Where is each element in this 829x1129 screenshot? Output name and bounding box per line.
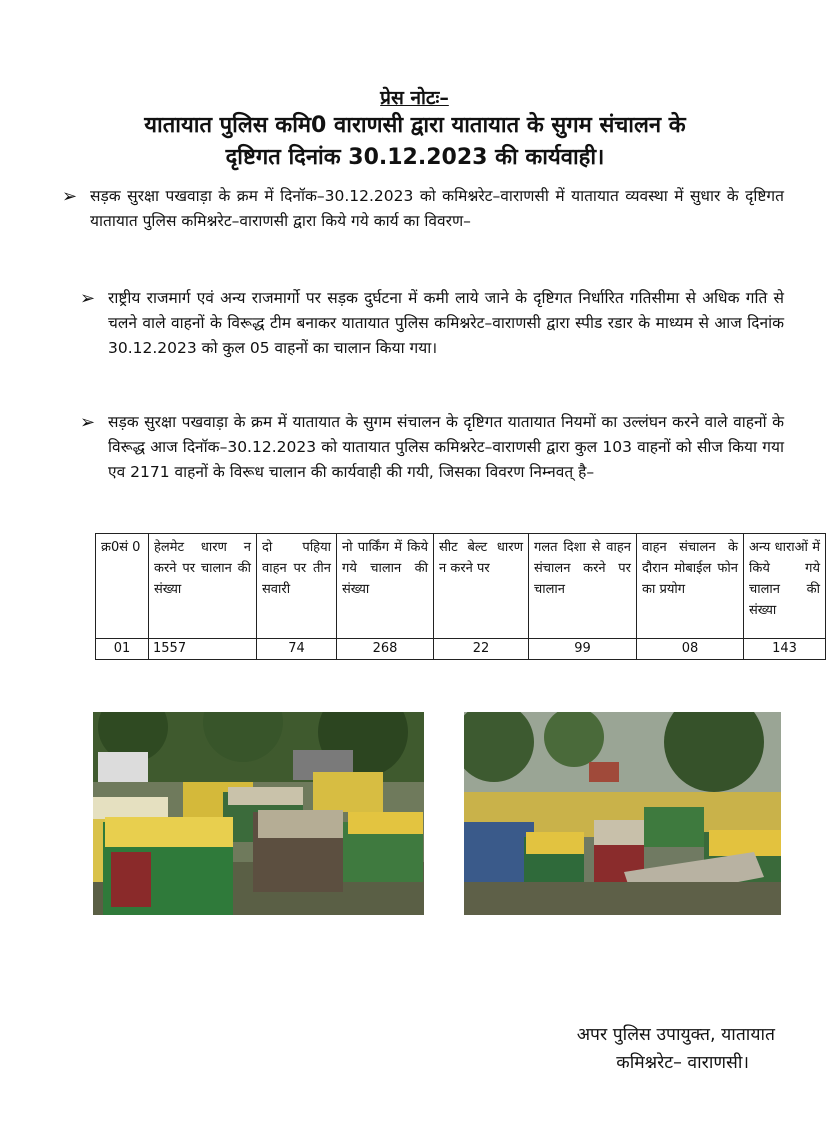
arrow-bullet-icon: ➢	[80, 288, 96, 309]
table-cell: 22	[434, 639, 529, 660]
title-line-2: दृष्टिगत दिनांक 30.12.2023 की कार्यवाही।	[225, 145, 605, 170]
table-cell: 01	[96, 639, 149, 660]
arrow-bullet-icon: ➢	[62, 186, 78, 207]
table-header-cell: दो पहिया वाहन पर तीन सवारी	[257, 534, 337, 639]
intro-paragraph: सड़क सुरक्षा पखवाड़ा के क्रम में दिनॉक–30.12.2023 को कमिश्नरेट–वाराणसी में यातायात व्यवस्था में सुधार के दृष्टिगत यातायात पुलिस कमिश्नरेट–वाराणसी द्वारा किये गये कार्य का विवरण–	[90, 187, 784, 230]
speed-radar-paragraph: राष्ट्रीय राजमार्ग एवं अन्य राजमार्गो पर सड़क दुर्घटना में कमी लाये जाने के दृष्टिगत निर्धारित गतिसीमा से अधिक गति से चलने वाले वाहनों के विरूद्ध टीम बनाकर यातायात पुलिस कमिश्नरेट–वाराणसी द्वारा स्पीड रडार के माध्यम से आज दिनांक 30.12.2023 को कुल 05 वाहनों का चालान किया गया।	[108, 289, 784, 357]
table-header-cell: क्र0सं 0	[96, 534, 149, 639]
signature-designation: अपर पुलिस उपायुक्त, यातायात	[576, 1025, 775, 1045]
table-header-cell: हेलमेट धारण न करने पर चालान की संख्या	[149, 534, 257, 639]
table-cell: 268	[337, 639, 434, 660]
table-cell: 1557	[149, 639, 257, 660]
press-note-heading: प्रेस नोटः–	[380, 87, 449, 109]
table-cell: 99	[529, 639, 637, 660]
title-line-1: यातायात पुलिस कमि0 वाराणसी द्वारा यातायात के सुगम संचालन के	[144, 113, 686, 138]
signature-block	[480, 1021, 775, 1077]
table-header-cell: नो पार्किंग में किये गये चालान की संख्या	[337, 534, 434, 639]
table-cell: 08	[637, 639, 744, 660]
table-header-cell: सीट बेल्ट धारण न करने पर	[434, 534, 529, 639]
seized-vehicles-photo-2	[464, 712, 781, 915]
page-title	[40, 110, 790, 174]
seizure-paragraph: सड़क सुरक्षा पखवाड़ा के क्रम में यातायात के सुगम संचालन के दृष्टिगत यातायात नियमों का उल्लंघन करने वाले वाहनों के विरूद्ध आज दिनॉक–30.12.2023 को यातायात पुलिस कमिश्नरेट–वाराणसी द्वारा कुल 103 वाहनों को सीज किया गया एव 2171 वाहनों के विरूध चालान की कार्यवाही की गयी, जिसका विवरण निम्नवत् है–	[108, 413, 784, 481]
table-header-cell: गलत दिशा से वाहन संचालन करने पर चालान	[529, 534, 637, 639]
challan-stats-table	[95, 533, 826, 660]
table-header-row	[96, 534, 826, 639]
table-header-cell: अन्य धाराओं में किये गये चालान की संख्या	[744, 534, 826, 639]
seized-vehicles-photo-1	[93, 712, 424, 915]
arrow-bullet-icon: ➢	[80, 412, 96, 433]
table-header-cell: वाहन संचालन के दौरान मोबाईल फोन का प्रयोग	[637, 534, 744, 639]
table-cell: 143	[744, 639, 826, 660]
signature-office: कमिश्नरेट– वाराणसी।	[616, 1053, 749, 1073]
table-row	[96, 639, 826, 660]
table-cell: 74	[257, 639, 337, 660]
